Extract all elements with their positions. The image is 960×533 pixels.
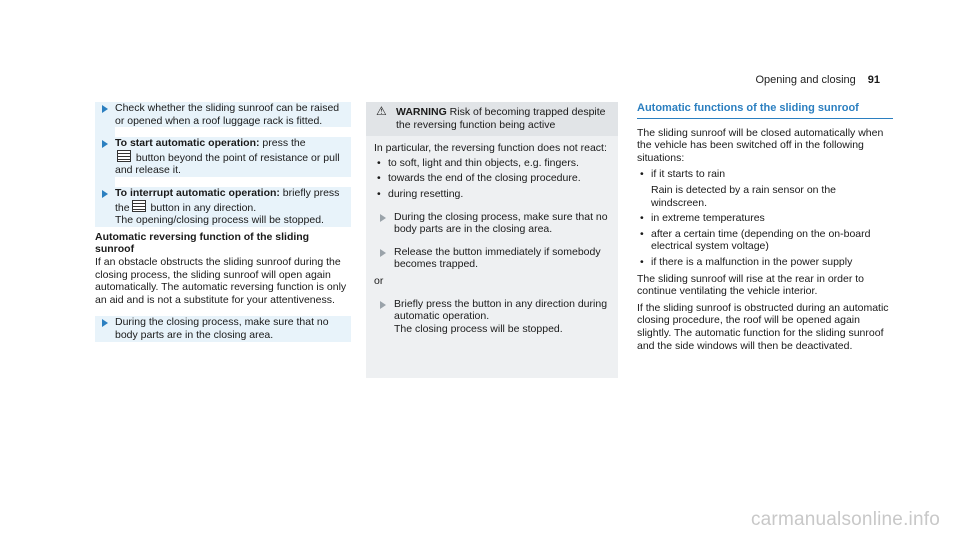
warning-header: ⚠ WARNING Risk of becoming trapped despite the reversing function being active [366,102,618,136]
warning-step: Briefly press the button in any direction during automatic operation. The closing process will be stopped. [374,298,610,336]
section-heading: Automatic functions of the sliding sunroof [637,102,893,119]
or-label: or [374,274,384,287]
instruction-step [95,137,351,177]
paragraph: If the sliding sunroof is obstructed during an automatic closing procedure, the roof will be opened again slightly. The automatic function for the sliding sunroof and the side windows will then be deactivated. [637,301,889,352]
watermark: carmanualsonline.info [750,509,940,531]
list-item: • during resetting. [374,188,610,201]
step-arrow-icon [380,301,386,309]
sub-heading: Automatic reversing function of the sliding sunroof [95,230,310,256]
list-item: • if there is a malfunction in the power supply [637,256,893,269]
step-arrow-icon [102,190,108,198]
step-arrow-icon [102,319,108,327]
step-arrow-icon [380,249,386,257]
instruction-step [95,187,351,227]
list-item: • to soft, light and thin objects, e.g. fingers. [374,157,610,170]
warning-box [366,102,618,378]
list-item: • after a certain time (depending on the on-board electrical system voltage) [637,228,893,253]
instruction-step [95,102,351,127]
warning-list [374,157,610,201]
column-left [95,102,351,342]
step-text: During the closing process, make sure that no body parts are in the closing area. [115,316,329,341]
warning-step: During the closing process, make sure that no body parts are in the closing area. [374,211,610,236]
step-text: Check whether the sliding sunroof can be raised or opened when a roof luggage rack is fitted. [115,102,340,127]
step-text: To start automatic operation: press the button beyond the point of resistance or pull and release it. [115,137,340,177]
list-item: • in extreme temperatures [637,212,893,225]
warning-title: WARNING [396,106,447,118]
warning-triangle-icon: ⚠ [376,104,387,118]
step-arrow-icon [380,214,386,222]
step-text: To interrupt automatic operation: briefly press the button in any direction. The opening/closing process will be stopped. [115,186,340,227]
list-item: • if it starts to rain Rain is detected by a rain sensor on the windscreen. [637,168,893,209]
step-arrow-icon [102,140,108,148]
sunroof-button-icon [117,150,131,162]
section-title: Opening and closing [755,74,856,86]
list-item: • towards the end of the closing procedure. [374,172,610,185]
warning-intro: In particular, the reversing function does not react: [374,142,607,155]
page-header [755,74,880,87]
instruction-step [95,316,351,341]
paragraph: If an obstacle obstructs the sliding sunroof during the closing process, the sliding sunroof will open again automatically. The automatic reversing function is only an aid and is not a substitute for your attentiveness. [95,255,347,306]
paragraph: The sliding sunroof will be closed automatically when the vehicle has been switched off in the following situations: [637,126,884,164]
column-right [637,102,893,356]
warning-step: Release the button immediately if somebody becomes trapped. [374,246,610,271]
situation-list [637,168,893,268]
paragraph: The sliding sunroof will rise at the rear in order to continue ventilating the vehicle interior. [637,272,865,298]
step-arrow-icon [102,105,108,113]
page-number: 91 [867,74,880,86]
sunroof-button-icon [132,200,146,212]
